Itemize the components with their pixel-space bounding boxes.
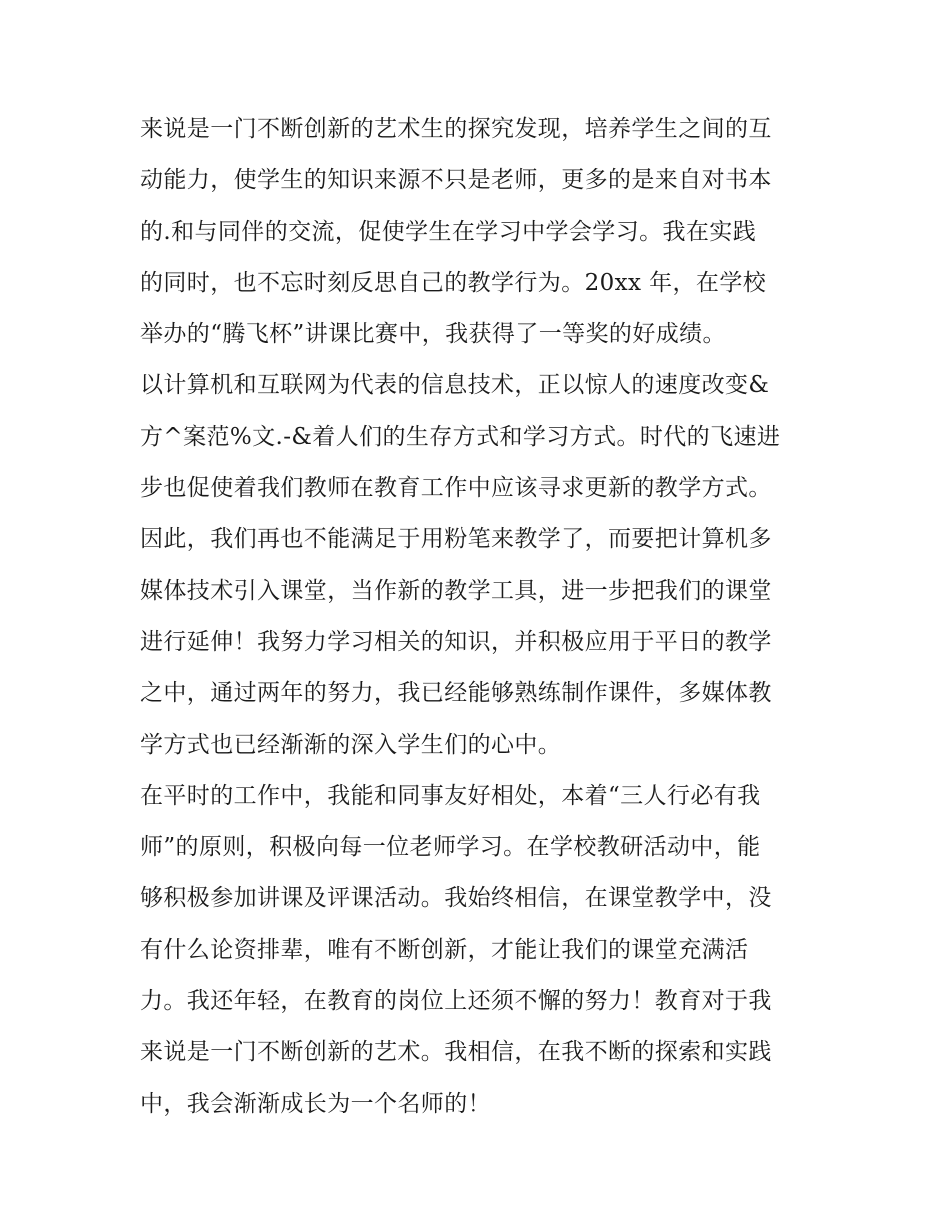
text-line: 中，我会渐渐成长为一个名师的！ (140, 1090, 491, 1117)
text-line: 媒体技术引入课堂，当作新的教学工具，进一步把我们的课堂 (140, 577, 772, 604)
text-line: 因此，我们再也不能满足于用粉笔来教学了，而要把计算机多 (140, 526, 772, 553)
text-line: 够积极参加讲课及评课活动。我始终相信，在课堂教学中，没 (140, 885, 772, 912)
text-line: 举办的“腾飞杯”讲课比赛中，我获得了一等奖的好成绩。 (140, 321, 726, 348)
text-line: 方^案范%文.-&着人们的生存方式和学习方式。时代的飞速进 (140, 423, 781, 450)
text-line: 步也促使着我们教师在教育工作中应该寻求更新的教学方式。 (140, 475, 772, 502)
text-line: 来说是一门不断创新的艺术。我相信，在我不断的探索和实践 (140, 1039, 772, 1066)
text-line: 力。我还年轻，在教育的岗位上还须不懈的努力！教育对于我 (140, 988, 772, 1015)
text-line: 动能力，使学生的知识来源不只是老师，更多的是来自对书本 (140, 167, 772, 194)
document-body (140, 104, 820, 1130)
text-line: 的同时，也不忘时刻反思自己的教学行为。20xx 年，在学校 (140, 269, 767, 296)
text-line: 在平时的工作中，我能和同事友好相处，本着“三人行必有我 (140, 782, 761, 809)
text-line: 学方式也已经渐渐的深入学生们的心中。 (140, 731, 562, 758)
text-line: 之中，通过两年的努力，我已经能够熟练制作课件，多媒体教 (140, 680, 772, 707)
text-line: 进行延伸！我努力学习相关的知识，并积极应用于平日的教学 (140, 628, 772, 655)
text-line: 有什么论资排辈，唯有不断创新，才能让我们的课堂充满活 (140, 936, 749, 963)
text-line: 师”的原则，积极向每一位老师学习。在学校教研活动中，能 (140, 834, 761, 861)
text-line: 以计算机和互联网为代表的信息技术，正以惊人的速度改变& (140, 372, 770, 399)
text-line: 的.和与同伴的交流，促使学生在学习中学会学习。我在实践 (140, 218, 757, 245)
text-line: 来说是一门不断创新的艺术生的探究发现，培养学生之间的互 (140, 116, 772, 142)
